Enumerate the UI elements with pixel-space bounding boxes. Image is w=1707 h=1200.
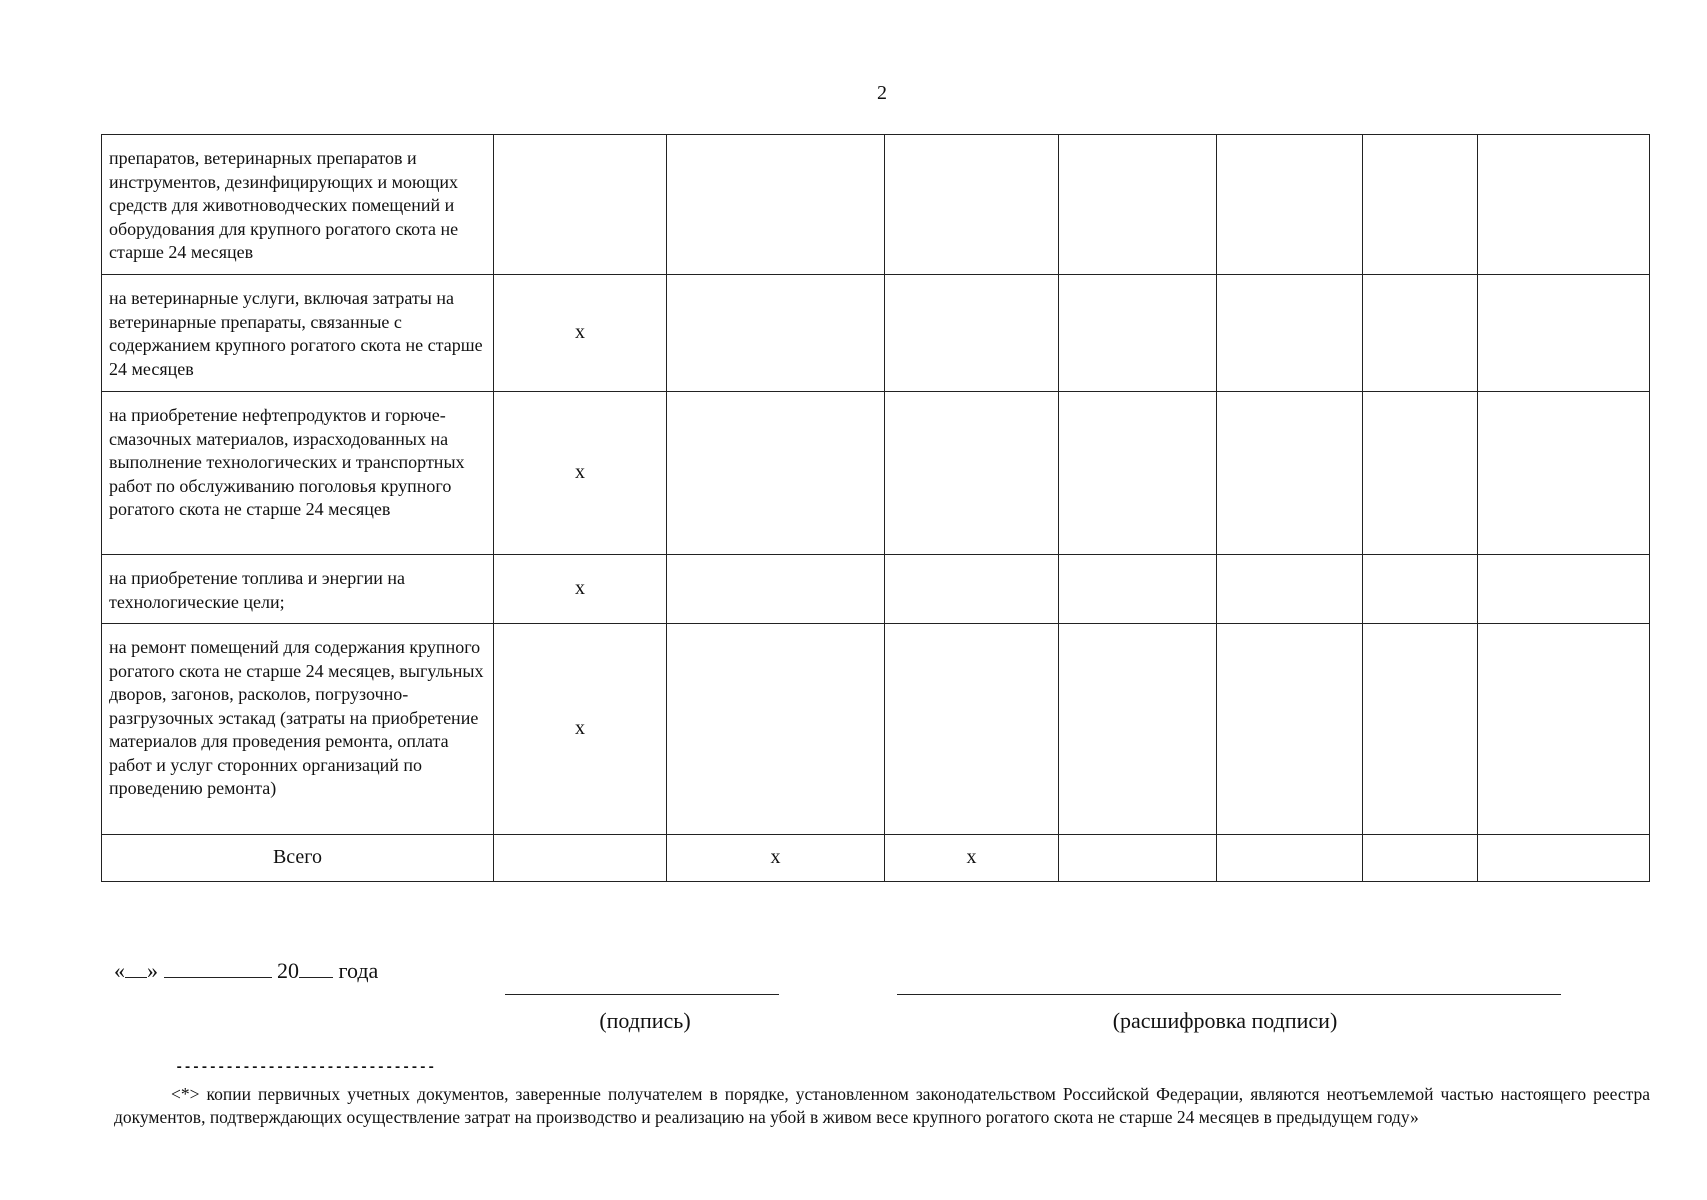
table-cell bbox=[1059, 835, 1217, 882]
signature-caption: (подпись) bbox=[599, 1008, 691, 1033]
table-cell bbox=[1059, 392, 1217, 555]
table-cell bbox=[885, 135, 1059, 275]
table-cell bbox=[667, 135, 885, 275]
table-cell bbox=[1217, 555, 1363, 624]
total-label: Всего bbox=[102, 835, 494, 882]
table-cell bbox=[667, 624, 885, 835]
table-cell bbox=[1363, 275, 1478, 392]
table-cell: x bbox=[885, 835, 1059, 882]
table-cell bbox=[1217, 275, 1363, 392]
table-cell bbox=[1363, 135, 1478, 275]
table-cell bbox=[885, 624, 1059, 835]
date-line bbox=[114, 958, 378, 984]
signature-decoding-line[interactable] bbox=[897, 994, 1561, 995]
table-cell: x bbox=[667, 835, 885, 882]
footnote-text: <*> копии первичных учетных документов, заверенные получателем в порядке, установленном законодательством Российской Федерации, являются неотъемлемой частью настоящего реестра документов, подтверждающих осуществление затрат на производство и реализацию на убой в живом весе крупного рогатого скота не старше 24 месяцев в предыдущем году» bbox=[114, 1084, 1650, 1127]
year-blank[interactable] bbox=[299, 959, 333, 978]
table-cell: x bbox=[494, 555, 667, 624]
table-cell bbox=[885, 275, 1059, 392]
signature-line[interactable] bbox=[505, 994, 779, 995]
table-cell bbox=[1217, 624, 1363, 835]
table-cell bbox=[494, 835, 667, 882]
table-cell bbox=[1363, 555, 1478, 624]
decoding-caption: (расшифровка подписи) bbox=[1112, 1008, 1338, 1033]
table-cell bbox=[1363, 392, 1478, 555]
page-number: 2 bbox=[877, 82, 887, 104]
table-cell bbox=[885, 392, 1059, 555]
table-cell bbox=[1059, 275, 1217, 392]
table-cell bbox=[1059, 624, 1217, 835]
total-row bbox=[102, 835, 1650, 882]
table-cell bbox=[1478, 555, 1650, 624]
year-prefix: 20 bbox=[277, 958, 299, 983]
table-row bbox=[102, 624, 1650, 835]
table-cell bbox=[1478, 135, 1650, 275]
table-row bbox=[102, 392, 1650, 555]
table-cell bbox=[1217, 835, 1363, 882]
row-description: на приобретение нефтепродуктов и горюче-смазочных материалов, израсходованных на выполнение технологических и транспортных работ по обслуживанию поголовья крупного рогатого скота не старше 24 месяцев bbox=[102, 392, 494, 555]
table-cell: x bbox=[494, 624, 667, 835]
table-row bbox=[102, 135, 1650, 275]
row-description: на приобретение топлива и энергии на технологические цели; bbox=[102, 555, 494, 624]
table-cell: x bbox=[494, 275, 667, 392]
table-cell bbox=[1363, 624, 1478, 835]
table-row bbox=[102, 555, 1650, 624]
table-cell bbox=[1478, 275, 1650, 392]
date-open-quote: « bbox=[114, 958, 125, 983]
table-cell bbox=[1217, 392, 1363, 555]
table-cell bbox=[667, 555, 885, 624]
cost-registry-table bbox=[101, 134, 1650, 882]
day-blank[interactable] bbox=[125, 959, 147, 978]
table-cell bbox=[667, 275, 885, 392]
row-description: на ветеринарные услуги, включая затраты на ветеринарные препараты, связанные с содержанием крупного рогатого скота не старше 24 месяцев bbox=[102, 275, 494, 392]
table-cell bbox=[1059, 135, 1217, 275]
table-cell bbox=[1478, 392, 1650, 555]
table-cell: x bbox=[494, 392, 667, 555]
footnote-separator: ------------------------------- bbox=[175, 1060, 436, 1076]
table-row bbox=[102, 275, 1650, 392]
table-cell bbox=[1217, 135, 1363, 275]
date-suffix: года bbox=[338, 958, 379, 983]
row-description: препаратов, ветеринарных препаратов и инструментов, дезинфицирующих и моющих средств для животноводческих помещений и оборудования для крупного рогатого скота не старше 24 месяцев bbox=[102, 135, 494, 275]
table-cell bbox=[885, 555, 1059, 624]
date-close-quote: » bbox=[147, 958, 158, 983]
table-cell bbox=[1363, 835, 1478, 882]
table-cell bbox=[1478, 624, 1650, 835]
table-cell bbox=[667, 392, 885, 555]
month-blank[interactable] bbox=[164, 959, 272, 978]
row-description: на ремонт помещений для содержания крупного рогатого скота не старше 24 месяцев, выгульных дворов, загонов, расколов, погрузочно-разгрузочных эстакад (затраты на приобретение материалов для проведения ремонта, оплата работ и услуг сторонних организаций по проведению ремонта) bbox=[102, 624, 494, 835]
table-cell bbox=[494, 135, 667, 275]
table-cell bbox=[1059, 555, 1217, 624]
table-cell bbox=[1478, 835, 1650, 882]
